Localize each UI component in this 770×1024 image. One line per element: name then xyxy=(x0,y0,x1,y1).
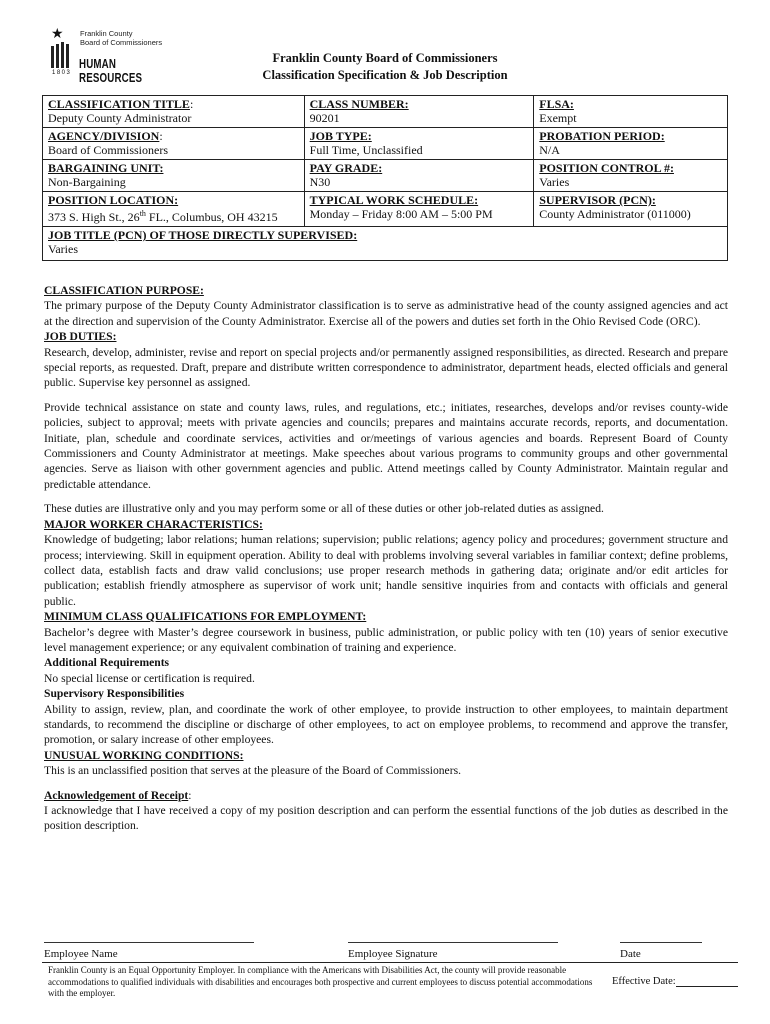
date-field[interactable] xyxy=(620,934,702,960)
date-line[interactable] xyxy=(620,934,702,943)
footer-divider xyxy=(42,962,738,963)
classification-title-colon: : xyxy=(189,97,194,111)
duties-paragraph-3: These duties are illustrative only and you may perform some or all of these duties or other job-related duties as assigned. xyxy=(44,502,604,516)
document-body xyxy=(44,283,728,834)
receipt-text: I acknowledge that I have received a copy of my position description and can perform the essential functions of the job duties as described in the position description. xyxy=(44,804,728,833)
qualifications-text: Bachelor’s degree with Master’s degree coursework in business, public administration, or public policy with ten (10) years of senior executive level management experience; or any equivalent combination of training and experience. xyxy=(44,625,728,654)
agency-division-cell xyxy=(43,128,305,160)
duties-heading: JOB DUTIES: xyxy=(44,330,117,344)
supervised-label: JOB TITLE (PCN) OF THOSE DIRECTLY SUPERVISED: xyxy=(48,228,358,242)
classification-info-table xyxy=(42,95,728,261)
agency-division-value: Board of Commissioners xyxy=(48,143,168,157)
employee-name-field[interactable] xyxy=(44,934,254,960)
pay-grade-label: PAY GRADE: xyxy=(309,161,383,175)
duties-paragraph-1: Research, develop, administer, revise and report on special projects and/or permanently assigned responsibilities, as directed. Research and prepare special reports, as requested. Draft, prepare and distribute written correspondence to administrator, department heads, elected officials and general public. Supervise key personnel as assigned. xyxy=(44,345,728,390)
class-number-label: CLASS NUMBER: xyxy=(309,97,409,111)
flsa-cell xyxy=(534,96,728,128)
additional-requirements-heading: Additional Requirements xyxy=(44,656,170,670)
table-row xyxy=(43,227,728,261)
header-subtitle: Classification Specification & Job Description xyxy=(262,68,508,82)
eeo-statement: Franklin County is an Equal Opportunity Employer. In compliance with the Americans with Disabilities Act, the county will provide reasonable accommodations to qualified individuals with disabilities and encourages both prospective and current employees to discuss potential accommodations with the employer. xyxy=(48,965,593,998)
job-type-cell xyxy=(304,128,534,160)
position-location-address: 373 S. High St., 26 xyxy=(48,210,140,224)
employee-signature-field[interactable] xyxy=(348,934,558,960)
probation-period-label: PROBATION PERIOD: xyxy=(539,129,665,143)
pay-grade-cell xyxy=(304,160,534,192)
agency-division-colon: : xyxy=(159,129,163,143)
effective-date-field[interactable] xyxy=(612,976,738,987)
table-row xyxy=(43,128,728,160)
purpose-heading: CLASSIFICATION PURPOSE: xyxy=(44,284,204,297)
position-control-value: Varies xyxy=(539,175,570,189)
supervisor-cell xyxy=(534,192,728,227)
pay-grade-value: N30 xyxy=(309,175,331,189)
job-type-label: JOB TYPE: xyxy=(309,129,372,143)
classification-title-value: Deputy County Administrator xyxy=(48,111,192,125)
position-location-cell xyxy=(43,192,305,227)
document-header xyxy=(0,50,770,84)
purpose-text: The primary purpose of the Deputy County Administrator classification is to serve as administrative head of the county assigned agencies and act at the direction and supervision of the County Administrator. Exercise all of the powers and duties set forth in the Ohio Revised Code (ORC). xyxy=(44,299,728,328)
supervised-cell xyxy=(43,227,728,261)
flsa-value: Exempt xyxy=(539,111,577,125)
bargaining-unit-label: BARGAINING UNIT: xyxy=(48,161,164,175)
conditions-heading: UNUSUAL WORKING CONDITIONS: xyxy=(44,748,244,762)
employee-signature-label: Employee Signature xyxy=(348,948,438,960)
class-number-cell xyxy=(304,96,534,128)
supervisory-heading: Supervisory Responsibilities xyxy=(44,687,185,701)
bargaining-unit-cell xyxy=(43,160,305,192)
work-schedule-cell xyxy=(304,192,534,227)
table-row xyxy=(43,192,728,227)
logo-line-2: Board of Commissioners xyxy=(80,38,163,47)
work-schedule-value: Monday – Friday 8:00 AM – 5:00 PM xyxy=(309,207,493,221)
employee-name-label: Employee Name xyxy=(44,948,118,960)
supervised-value: Varies xyxy=(48,242,78,256)
position-control-label: POSITION CONTROL #: xyxy=(539,161,674,175)
effective-date-label: Effective Date: xyxy=(612,976,676,987)
probation-period-cell xyxy=(534,128,728,160)
classification-title-label: CLASSIFICATION TITLE xyxy=(48,97,190,111)
header-title: Franklin County Board of Commissioners xyxy=(272,51,498,65)
job-type-value: Full Time, Unclassified xyxy=(309,143,423,157)
effective-date-line[interactable] xyxy=(676,976,738,987)
position-location-value xyxy=(48,207,300,224)
characteristics-heading: MAJOR WORKER CHARACTERISTICS: xyxy=(44,517,263,531)
star-icon: ★ xyxy=(51,27,64,42)
logo-year: 1803 xyxy=(52,70,72,76)
position-location-floor-suffix: th xyxy=(139,209,146,218)
date-label: Date xyxy=(620,948,641,960)
additional-requirements-text: No special license or certification is required. xyxy=(44,671,255,685)
position-location-city: FL., Columbus, OH 43215 xyxy=(145,210,278,224)
duties-paragraph-2: Provide technical assistance on state and county laws, rules, and regulations, etc.; initiates, researches, develops and/or revises county-wide policies, subject to approval; meets with private agencies and councils; prepares and maintains accurate records, reports, and documentation. Initiate, plan, schedule and coordinate services, activities and or/meetings of various agencies and boards. Represent Board of County Commissioners and County Administrator at meetings. Make speeches about various programs to community groups and other governmental agencies. Serve as liaison with other government agencies and public. Attend meetings called by County Administrator. Maintain regular and predictable attendance. xyxy=(44,400,728,491)
work-schedule-label: TYPICAL WORK SCHEDULE: xyxy=(309,193,479,207)
bargaining-unit-value: Non-Bargaining xyxy=(48,175,126,189)
employee-signature-line[interactable] xyxy=(348,934,558,943)
supervisor-label: SUPERVISOR (PCN): xyxy=(539,193,656,207)
flsa-label: FLSA: xyxy=(539,97,574,111)
position-control-cell xyxy=(534,160,728,192)
qualifications-heading: MINIMUM CLASS QUALIFICATIONS FOR EMPLOYMENT: xyxy=(44,610,367,624)
conditions-text: This is an unclassified position that serves at the pleasure of the Board of Commissioners. xyxy=(44,764,461,778)
supervisory-text: Ability to assign, review, plan, and coordinate the work of other employee, to provide instruction to other employees, to maintain department standards, to recommend the discipline or discharge of other employees, to act on employee problems, to recommend and approve the transfer, promotion, or salary increase of other employees. xyxy=(44,702,728,747)
probation-period-value: N/A xyxy=(539,143,560,157)
classification-title-cell xyxy=(43,96,305,128)
receipt-colon: : xyxy=(188,788,192,802)
table-row xyxy=(43,160,728,192)
table-row xyxy=(43,96,728,128)
agency-division-label: AGENCY/DIVISION xyxy=(48,129,160,143)
receipt-heading-line xyxy=(44,788,728,803)
receipt-heading: Acknowledgement of Receipt xyxy=(44,788,189,802)
logo-department: HUMAN RESOURCES xyxy=(79,57,143,85)
class-number-value: 90201 xyxy=(309,111,340,125)
supervisor-value: County Administrator (011000) xyxy=(539,207,691,221)
position-location-label: POSITION LOCATION: xyxy=(48,193,179,207)
employee-name-line[interactable] xyxy=(44,934,254,943)
characteristics-text: Knowledge of budgeting; labor relations; human relations; supervision; public relations; agency policy and procedures; government structure and process; interviewing. Skill in equipment operation. Ability to deal with problems involving several variables in familiar context; define problems, collect data, establish facts and draw valid conclusions; use proper research methods in gathering data; originate and/or edit articles for publication; establish friendly atmosphere as supervisor of work unit; handle sensitive inquiries from and contacts with officials and general public. xyxy=(44,533,728,608)
logo-line-1: Franklin County xyxy=(80,29,133,38)
